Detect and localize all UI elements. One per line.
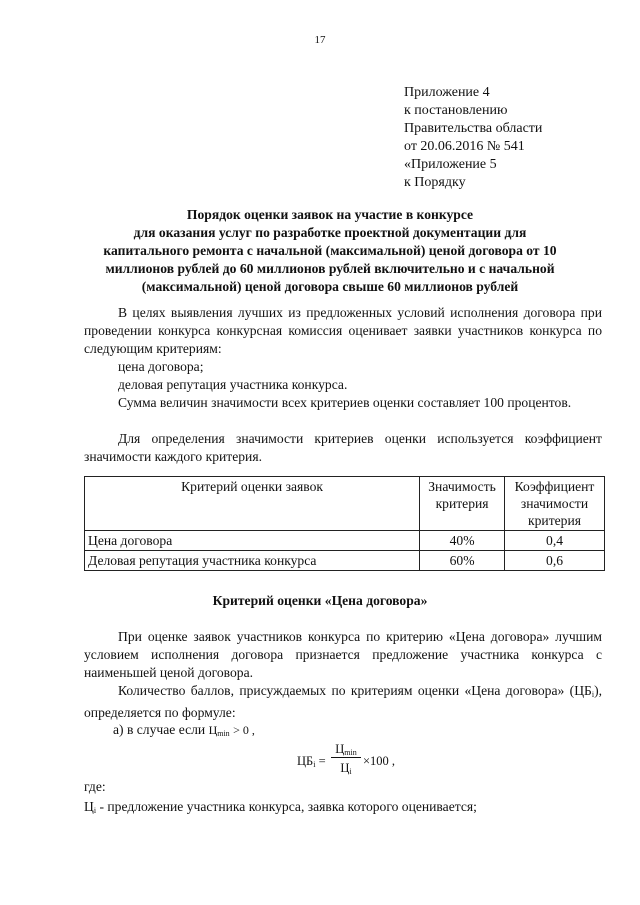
formula-c-symbol: Ц [340,761,350,775]
formula-equals: = [318,754,326,768]
table-header-cell: Значимость критерия [420,477,505,531]
appendix-line: «Приложение 5 [404,157,497,172]
table-row [85,531,605,551]
criteria-item-price: цена договора; [118,359,204,374]
appendix-line: Правительства области [404,121,543,136]
table-cell: 0,4 [505,531,605,551]
title-line: капитального ремонта с начальной (максимальной) ценой договора от 10 [103,243,557,258]
title-line: (максимальной) ценой договора свыше 60 миллионов рублей [141,279,519,294]
where-label: где: [84,779,106,794]
appendix-header [404,84,542,192]
appendix-line: от 20.06.2016 № 541 [404,139,525,154]
table-header-cell: Коэффициент значимости критерия [505,477,605,531]
section-title: Критерий оценки «Цена договора» [212,593,428,608]
formula-intro-text-end: ), определяется по формуле: [84,683,602,720]
table-cell: 60% [420,551,505,571]
table-row [85,551,605,571]
title-line: для оказания услуг по разработке проектной документации для [133,225,527,240]
case-a-label: а) в случае если [113,722,206,737]
formula-multiplier: ×100 , [363,754,396,768]
formula-min-subscript: min [344,748,357,757]
formula-subscript: i [93,806,97,815]
sum-paragraph: Сумма величин значимости всех критериев оценки составляет 100 процентов. [118,395,572,410]
coefficient-paragraph: Для определения значимости критериев оценки используется коэффициент значимости каждого критерия. [84,431,602,464]
formula-subscript: i [591,690,595,699]
page-number: 17 [314,34,326,46]
title-line: Порядок оценки заявок на участие в конкурсе [186,207,474,222]
table-cell: Цена договора [85,531,420,551]
definition-ci-text: - предложение участника конкурса, заявка которого оценивается; [99,799,477,814]
formula-cb-symbol: ЦБ [297,754,314,768]
table-cell: 0,6 [505,551,605,571]
formula-min-subscript: min [217,729,230,738]
title-line: миллионов рублей до 60 миллионов рублей включительно и с начальной [105,261,555,276]
formula-c-symbol: Ц [208,723,218,737]
document-title [80,206,580,296]
formula-cb-symbol: ЦБ [574,683,592,698]
table-cell: Деловая репутация участника конкурса [85,551,420,571]
case-a-line [113,722,255,738]
formula-c-symbol: Ц [84,799,94,814]
table-header-row [85,477,605,531]
intro-paragraph: В целях выявления лучших из предложенных условий исполнения договора при проведении конкурса конкурсная комиссия оценивает заявки участников конкурса по следующим критериям: [84,305,602,356]
formula-subscript: i [313,760,316,769]
table-cell: 40% [420,531,505,551]
formula-lhs [297,754,326,769]
criteria-item-reputation: деловая репутация участника конкурса. [118,377,348,392]
formula-denominator [331,761,361,776]
appendix-line: к Порядку [404,175,466,190]
formula-c-symbol: Ц [335,742,345,756]
appendix-line: Приложение 4 [404,85,490,100]
formula-subscript: i [349,767,352,776]
formula-intro-paragraph [84,682,602,722]
definition-ci [84,798,477,820]
criteria-table [84,476,605,571]
section-paragraph: При оценке заявок участников конкурса по критерию «Цена договора» лучшим условием исполнения договора признается предложение участника конкурса с наименьшей ценой договора. [84,629,602,680]
formula-intro-text: Количество баллов, присуждаемых по критериям оценки «Цена договора» ( [118,683,575,698]
formula-numerator [331,742,361,758]
formula-condition: > 0 , [233,723,255,737]
appendix-line: к постановлению [404,103,508,118]
table-header-cell: Критерий оценки заявок [85,477,420,531]
